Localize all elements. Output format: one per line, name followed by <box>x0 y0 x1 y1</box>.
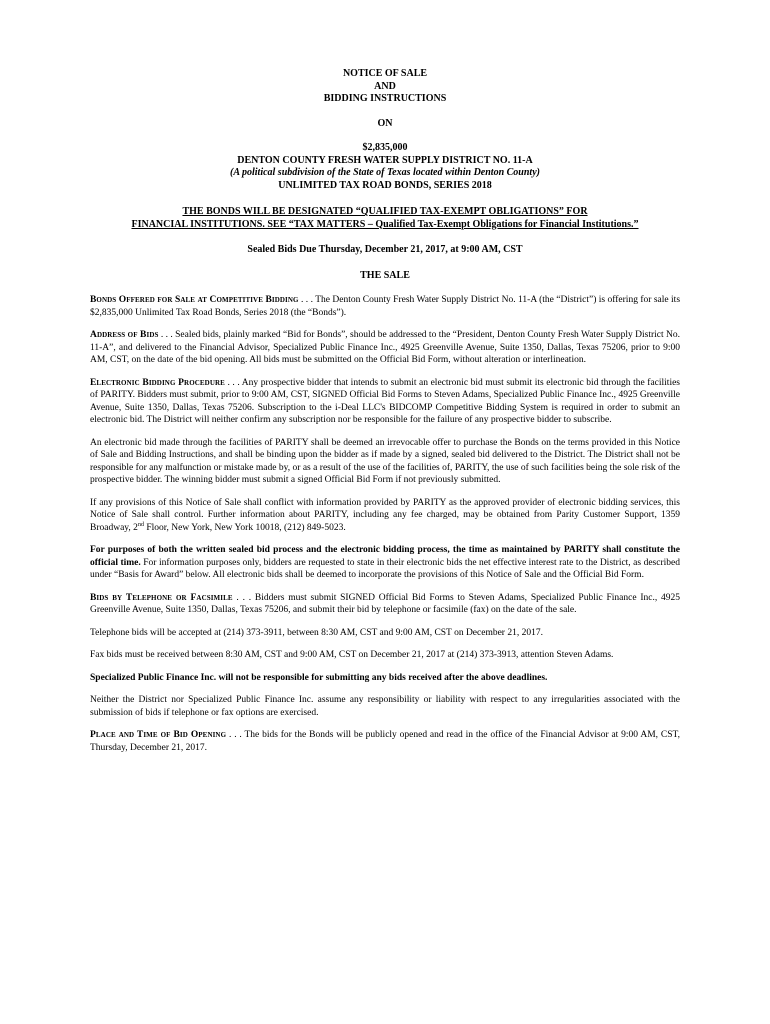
paragraph-text: For information purposes only, bidders are requested to state in their electronic bids the net effective interest rate to the District, as described under “Basis for Award” below. All electronic bids shall be deemed to incorporate the provisions of this Notice of Sale and the Official Bid Form. <box>90 557 680 580</box>
paragraph-text: Floor, New York, New York 10018, (212) 849-5023. <box>143 522 346 533</box>
document-body <box>90 68 680 764</box>
paragraph-fax-bids <box>90 649 680 662</box>
paragraph-bold-text: Specialized Public Finance Inc. will not be responsible for submitting any bids received after the above deadlines. <box>90 672 548 683</box>
paragraph-text: . . . Any prospective bidder that intends to submit an electronic bid must submit its electronic bid through the facilities of PARITY. Bidders must submit, prior to 9:00 AM, CST, SIGNED Official Bid Forms to Steven Adams, Specialized Public Finance Inc., 4925 Greenville Avenue, Suite 1350, Dallas, Texas 75206. Subscription to the i-Deal LLC's BIDCOMP Competitive Bidding System is required in order to submit an electronic bid. The District will neither confirm any subscription nor be responsible for the failure of any prospective bidder to subscribe. <box>90 377 680 425</box>
paragraph-liability <box>90 694 680 719</box>
title-line-2: AND <box>374 80 396 92</box>
paragraph-address-of-bids <box>90 329 680 367</box>
subdivision-note: (A political subdivision of the State of Texas located within Denton County) <box>230 167 540 178</box>
paragraph-text: Fax bids must be received between 8:30 AM, CST and 9:00 AM, CST on December 21, 2017 at (214) 373-3913, attention Steven Adams. <box>90 650 614 660</box>
superscript: nd <box>137 521 144 528</box>
paragraph-text: Telephone bids will be accepted at (214) 373-3911, between 8:30 AM, CST and 9:00 AM, CST on December 21, 2017. <box>90 627 543 638</box>
paragraph-telephone-bids <box>90 627 680 640</box>
paragraph-text: An electronic bid made through the facilities of PARITY shall be deemed an irrevocable offer to purchase the Bonds on the terms provided in this Notice of Sale and Bidding Instructions, and shall be binding upon the bidder as if made by a signed, sealed bid delivered to the District. The District shall not be responsible for any malfunction or mistake made by, or as a result of the use of the facilities of, PARITY, the use of such facilities being the sole risk of the prospective bidder. The winning bidder must submit a signed Official Bid Form if not previously submitted. <box>90 437 680 485</box>
paragraph-lead: Address of Bids <box>90 330 159 340</box>
district-name: DENTON COUNTY FRESH WATER SUPPLY DISTRICT NO. 11-A <box>237 154 533 166</box>
paragraph-bonds-offered <box>90 294 680 319</box>
title-line-3: BIDDING INSTRUCTIONS <box>323 93 447 104</box>
paragraph-text: . . . Sealed bids, plainly marked “Bid for Bonds”, should be addressed to the “President, Denton County Fresh Water Supply District No. 11-A”, and delivered to the Financial Advisor, Specialized Public Finance Inc., 4925 Greenville Avenue, Suite 1350, Dallas, Texas 75206, prior to 9:00 AM, CST, on the date of the bid opening. All bids must be submitted on the Official Bid Form, without alteration or interlineation. <box>90 330 680 365</box>
paragraph-text: . . . The Denton County Fresh Water Supply District No. 11-A (the “District”) is offering for sale its $2,835,000 Unlimited Tax Road Bonds, Series 2018 (the “Bonds”). <box>90 295 681 318</box>
bond-series: UNLIMITED TAX ROAD BONDS, SERIES 2018 <box>278 179 492 191</box>
paragraph-official-time <box>90 544 680 582</box>
paragraph-text: . . . The bids for the Bonds will be publicly opened and read in the office of the Financial Advisor at 9:00 AM, CST, Thursday, December 21, 2017. <box>90 730 680 753</box>
paragraph-lead: Place and Time of Bid Opening <box>90 730 227 740</box>
paragraph-bid-opening <box>90 729 680 754</box>
designation-line-1: THE BONDS WILL BE DESIGNATED “QUALIFIED TAX-EXEMPT OBLIGATIONS” FOR <box>182 206 588 217</box>
paragraph-telephone-facsimile <box>90 592 680 617</box>
paragraph-deadline-notice <box>90 672 680 685</box>
paragraph-electronic-bid-irrevocable <box>90 437 680 487</box>
designation-line-2: FINANCIAL INSTITUTIONS. SEE “TAX MATTERS – Qualified Tax-Exempt Obligations for Financial Institutions.” <box>131 218 639 230</box>
paragraph-lead: Bids by Telephone or Facsimile <box>90 592 233 603</box>
paragraph-lead: Electronic Bidding Procedure <box>90 377 225 388</box>
paragraph-text: Neither the District nor Specialized Public Finance Inc. assume any responsibility or liability with respect to any irregularities associated with the submission of bids if telephone or fax options are exercised. <box>90 695 680 718</box>
paragraph-bold-text: For purposes of both the written sealed bid process and the electronic bidding process, the time as maintained by PARITY shall constitute the official time. <box>90 545 680 568</box>
bond-amount: $2,835,000 <box>362 142 408 153</box>
bids-due-line: Sealed Bids Due Thursday, December 21, 2017, at 9:00 AM, CST <box>247 244 523 255</box>
title-line-4: ON <box>377 117 393 129</box>
title-line-1: NOTICE OF SALE <box>342 68 428 79</box>
paragraph-electronic-bidding <box>90 377 680 427</box>
paragraph-parity-conflict <box>90 497 680 535</box>
paragraph-text: . . . Bidders must submit SIGNED Official Bid Forms to Steven Adams, Specialized Public Finance Inc., 4925 Greenville Avenue, Suite 1350, Dallas, Texas 75206, and submit their bid by telephone or facsimile (fax) on the date of the sale. <box>90 592 680 615</box>
paragraph-lead: Bonds Offered for Sale at Competitive Bidding <box>90 295 299 305</box>
section-heading: THE SALE <box>360 270 410 281</box>
paragraph-text: If any provisions of this Notice of Sale shall conflict with information provided by PARITY as the approved provider of electronic bidding services, this Notice of Sale shall control. Further information about PARITY, including any fee charged, may be obtained from Parity Customer Support, 1359 Broadway, 2 <box>90 497 680 533</box>
